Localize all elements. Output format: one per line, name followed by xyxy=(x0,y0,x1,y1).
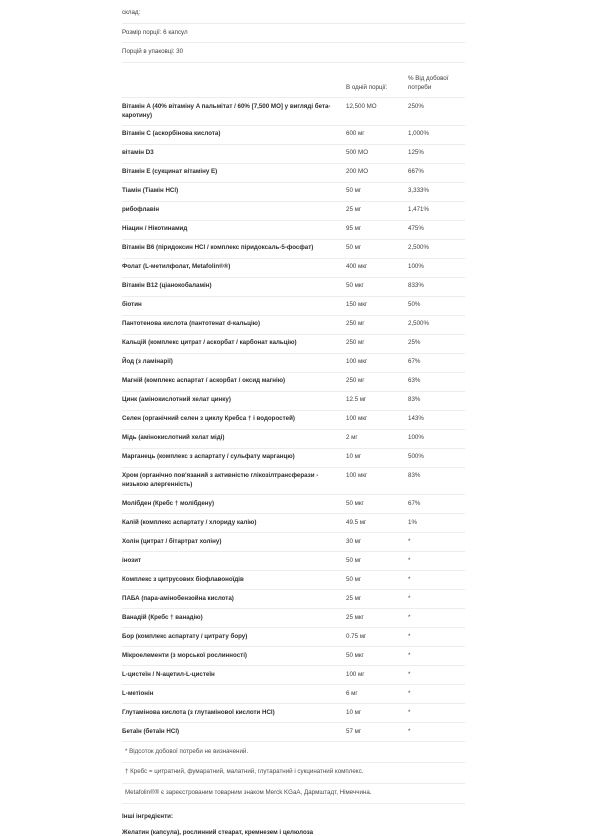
footnote-krebs: † Кребс = цитратний, фумаратний, малатний, глутаратний і сукцинатний комплекс. xyxy=(122,763,465,784)
nutrient-daily-value: * xyxy=(408,533,465,552)
nutrient-name: Тіамін (Тіамін HCl) xyxy=(122,182,346,201)
nutrient-daily-value: * xyxy=(408,628,465,647)
nutrient-daily-value: 125% xyxy=(408,144,465,163)
nutrient-amount: 10 мг xyxy=(346,704,408,723)
nutrient-name: L-цистеїн / N-ацетил-L-цистеїн xyxy=(122,666,346,685)
table-row xyxy=(122,296,465,315)
table-row xyxy=(122,685,465,704)
footnote-metafolin: Metafolin®® є зареєстрованим товарним знаком Merck KGaA, Дармштадт, Німеччина. xyxy=(122,784,465,805)
nutrient-amount: 25 мг xyxy=(346,201,408,220)
table-header-row xyxy=(122,63,465,98)
nutrient-name: Мікроелементи (з морської рослинності) xyxy=(122,647,346,666)
nutrient-daily-value: * xyxy=(408,666,465,685)
nutrient-name: Хром (органічно пов'язаний з активністю глікозілтрансферази - низькою алергенність) xyxy=(122,467,346,495)
nutrient-name: Холін (цитрат / бітартрат холіну) xyxy=(122,533,346,552)
nutrient-daily-value: 100% xyxy=(408,429,465,448)
nutrient-amount: 50 мкг xyxy=(346,277,408,296)
nutrient-amount: 150 мкг xyxy=(346,296,408,315)
nutrient-amount: 250 мг xyxy=(346,315,408,334)
nutrient-name: Йод (з ламінарії) xyxy=(122,353,346,372)
nutrient-daily-value: * xyxy=(408,685,465,704)
nutrient-amount: 12.5 мг xyxy=(346,391,408,410)
nutrient-daily-value: 83% xyxy=(408,467,465,495)
nutrient-daily-value: 833% xyxy=(408,277,465,296)
nutrient-amount: 50 мг xyxy=(346,239,408,258)
nutrient-amount: 25 мг xyxy=(346,590,408,609)
nutrient-name: Вітамін E (сукцинат вітаміну E) xyxy=(122,163,346,182)
nutrient-name: рибофлавін xyxy=(122,201,346,220)
servings-per-container-row: Порцій в упаковці: 30 xyxy=(122,43,465,63)
nutrient-amount: 250 мг xyxy=(346,372,408,391)
nutrient-daily-value: 50% xyxy=(408,296,465,315)
nutrient-name: Вітамін C (аскорбінова кислота) xyxy=(122,125,346,144)
table-row xyxy=(122,334,465,353)
nutrient-daily-value: 67% xyxy=(408,353,465,372)
nutrient-name: Глутамінова кислота (з глутамінової кислоти HCl) xyxy=(122,704,346,723)
supplement-facts-table xyxy=(122,63,465,743)
nutrient-amount: 50 мг xyxy=(346,182,408,201)
nutrient-name: Вітамін B6 (піридоксин HCl / комплекс піридоксаль-5-фосфат) xyxy=(122,239,346,258)
nutrient-amount: 600 мг xyxy=(346,125,408,144)
nutrient-daily-value: * xyxy=(408,609,465,628)
nutrient-name: Селен (органічний селен з циклу Кребса † і водоростей) xyxy=(122,410,346,429)
nutrient-daily-value: 500% xyxy=(408,448,465,467)
table-row xyxy=(122,125,465,144)
table-row xyxy=(122,590,465,609)
table-row xyxy=(122,258,465,277)
table-row xyxy=(122,182,465,201)
nutrient-name: інозит xyxy=(122,552,346,571)
nutrient-name: Вітамін B12 (ціанокобаламін) xyxy=(122,277,346,296)
nutrient-name: Молібден (Кребс † молібдену) xyxy=(122,495,346,514)
nutrient-amount: 50 мкг xyxy=(346,495,408,514)
other-ingredients-heading: Інші інгредієнти: xyxy=(122,812,174,820)
nutrient-amount: 2 мг xyxy=(346,429,408,448)
nutrient-amount: 500 МО xyxy=(346,144,408,163)
nutrient-daily-value: * xyxy=(408,723,465,742)
table-row xyxy=(122,609,465,628)
footnote-daily-value: * Відсоток добової потреби не визначений. xyxy=(122,742,465,763)
nutrient-daily-value: 100% xyxy=(408,258,465,277)
table-row xyxy=(122,315,465,334)
nutrient-daily-value: 475% xyxy=(408,220,465,239)
nutrient-amount: 250 мг xyxy=(346,334,408,353)
table-row xyxy=(122,353,465,372)
nutrient-amount: 100 мкг xyxy=(346,467,408,495)
nutrient-amount: 50 мг xyxy=(346,571,408,590)
table-row xyxy=(122,391,465,410)
nutrient-amount: 200 МО xyxy=(346,163,408,182)
nutrient-daily-value: 2,500% xyxy=(408,315,465,334)
nutrient-name: Кальцій (комплекс цитрат / аскорбат / карбонат кальцію) xyxy=(122,334,346,353)
table-row xyxy=(122,514,465,533)
nutrient-daily-value: 143% xyxy=(408,410,465,429)
nutrient-name: L-метіонін xyxy=(122,685,346,704)
nutrient-amount: 100 мкг xyxy=(346,410,408,429)
nutrient-daily-value: * xyxy=(408,571,465,590)
nutrient-amount: 100 мг xyxy=(346,666,408,685)
nutrient-amount: 95 мг xyxy=(346,220,408,239)
nutrient-name: ПАБА (пара-амінобензойна кислота) xyxy=(122,590,346,609)
nutrient-amount: 6 мг xyxy=(346,685,408,704)
column-header-name xyxy=(122,63,346,98)
nutrient-name: Цинк (амінокислотний хелат цинку) xyxy=(122,391,346,410)
table-row xyxy=(122,277,465,296)
nutrient-name: Фолат (L-метилфолат, Metafolin®®) xyxy=(122,258,346,277)
nutrient-daily-value: * xyxy=(408,552,465,571)
nutrient-name: Бетаїн (бетаїн HCl) xyxy=(122,723,346,742)
nutrient-daily-value: * xyxy=(408,647,465,666)
nutrient-amount: 400 мкг xyxy=(346,258,408,277)
other-ingredients-text: Желатин (капсула), рослинний стеарат, кремнезем і целюлоза xyxy=(122,828,314,836)
nutrient-amount: 0.75 мг xyxy=(346,628,408,647)
table-row xyxy=(122,448,465,467)
table-row xyxy=(122,704,465,723)
nutrient-name: Мідь (амінокислотний хелат міді) xyxy=(122,429,346,448)
composition-label: склад: xyxy=(122,4,465,24)
table-row xyxy=(122,533,465,552)
nutrient-daily-value: 63% xyxy=(408,372,465,391)
nutrient-name: Ніацин / Нікотинамид xyxy=(122,220,346,239)
nutrient-daily-value: 83% xyxy=(408,391,465,410)
table-row xyxy=(122,723,465,742)
nutrient-daily-value: 25% xyxy=(408,334,465,353)
table-row xyxy=(122,467,465,495)
table-row xyxy=(122,144,465,163)
nutrient-amount: 50 мг xyxy=(346,552,408,571)
nutrient-amount: 50 мкг xyxy=(346,647,408,666)
table-row xyxy=(122,647,465,666)
table-row xyxy=(122,220,465,239)
nutrient-name: Пантотенова кислота (пантотенат d-кальцію) xyxy=(122,315,346,334)
nutrient-daily-value: * xyxy=(408,590,465,609)
nutrient-daily-value: 2,500% xyxy=(408,239,465,258)
nutrient-name: Комплекс з цитрусових біофлавоноїдів xyxy=(122,571,346,590)
table-header xyxy=(122,63,465,98)
nutrient-daily-value: 67% xyxy=(408,495,465,514)
nutrient-amount: 49.5 мг xyxy=(346,514,408,533)
nutrient-daily-value: 667% xyxy=(408,163,465,182)
table-row xyxy=(122,410,465,429)
nutrient-name: Калій (комплекс аспартату / хлориду калію) xyxy=(122,514,346,533)
table-row xyxy=(122,571,465,590)
nutrient-daily-value: 1% xyxy=(408,514,465,533)
nutrient-name: біотин xyxy=(122,296,346,315)
nutrient-daily-value: 1,000% xyxy=(408,125,465,144)
nutrient-name: Бор (комплекс аспартату / цитрату бору) xyxy=(122,628,346,647)
nutrient-name: вітамін D3 xyxy=(122,144,346,163)
table-row xyxy=(122,239,465,258)
nutrient-amount: 25 мкг xyxy=(346,609,408,628)
table-row xyxy=(122,429,465,448)
nutrient-name: Ванадій (Кребс † ванадію) xyxy=(122,609,346,628)
footnotes xyxy=(122,742,465,804)
table-row xyxy=(122,628,465,647)
nutrient-name: Марганець (комплекс з аспартату / сульфату марганцю) xyxy=(122,448,346,467)
table-body xyxy=(122,98,465,742)
table-row xyxy=(122,495,465,514)
table-row xyxy=(122,372,465,391)
nutrient-amount: 10 мг xyxy=(346,448,408,467)
nutrient-daily-value: 1,471% xyxy=(408,201,465,220)
table-row xyxy=(122,666,465,685)
table-row xyxy=(122,163,465,182)
column-header-amount: В одній порції: xyxy=(346,63,408,98)
nutrient-name: Магній (комплекс аспартат / аскорбат / оксид магнію) xyxy=(122,372,346,391)
nutrient-amount: 100 мкг xyxy=(346,353,408,372)
nutrient-amount: 30 мг xyxy=(346,533,408,552)
nutrient-daily-value: 250% xyxy=(408,98,465,126)
nutrient-name: Вітамін A (40% вітаміну A пальмітат / 60% [7,500 МО] у вигляді бета-каротину) xyxy=(122,98,346,126)
column-header-daily-value: % Від добової потреби xyxy=(408,63,465,98)
table-row xyxy=(122,98,465,126)
nutrient-daily-value: * xyxy=(408,704,465,723)
nutrient-amount: 57 мг xyxy=(346,723,408,742)
table-row xyxy=(122,201,465,220)
serving-size-row: Розмір порції: 6 капсул xyxy=(122,24,465,44)
table-row xyxy=(122,552,465,571)
nutrient-daily-value: 3,333% xyxy=(408,182,465,201)
nutrient-amount: 12,500 МО xyxy=(346,98,408,126)
